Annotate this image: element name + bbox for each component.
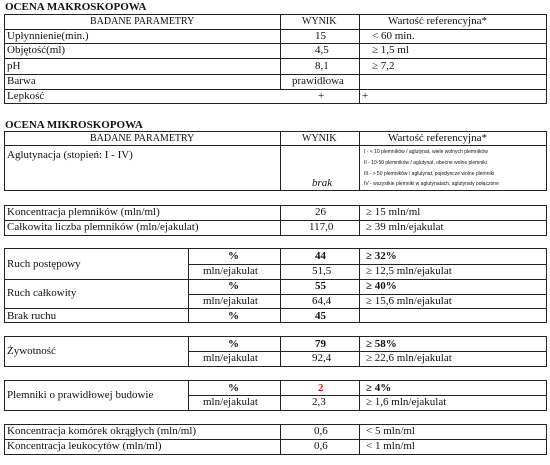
agglutination-ref-line: II - 10-50 plemników / aglutynat, obecne wolne plemniki — [364, 160, 487, 166]
macro-row-result: 15 — [315, 30, 326, 42]
total-motility-result-percent: 55 — [315, 280, 326, 292]
agglutination-param: Aglutynacja (stopień: I - IV) — [7, 149, 133, 161]
agglutination-ref-line: I - < 10 plemników / aglutynat, wiele wolnych plemników — [364, 149, 488, 155]
progressive-result-percent: 44 — [315, 250, 326, 262]
morphology-result-mln: 2,3 — [312, 396, 326, 408]
macro-table-border — [4, 14, 547, 104]
total-count-result: 117,0 — [309, 221, 334, 233]
micro-header-result: WYNIK — [302, 133, 337, 144]
progressive-unit-mln: mln/ejakulat — [203, 265, 258, 277]
macro-row-result: prawidłowa — [292, 75, 344, 87]
macro-header-result: WYNIK — [302, 16, 337, 27]
macro-row-result: + — [318, 90, 325, 102]
macro-row-param: Upłynnienie(min.) — [7, 30, 89, 42]
micro-title: OCENA MIKROSKOPOWA — [5, 119, 143, 131]
morphology-unit-percent: % — [228, 382, 239, 394]
agglutination-result: brak — [312, 177, 333, 189]
morphology-unit-mln: mln/ejakulat — [203, 396, 258, 408]
progressive-param: Ruch postępowy — [7, 258, 81, 270]
progressive-result-mln: 51,5 — [312, 265, 332, 277]
macro-title: OCENA MAKROSKOPOWA — [5, 1, 147, 13]
macro-row-param: pH — [7, 60, 21, 72]
immotile-unit-percent: % — [228, 310, 239, 322]
immotile-param: Brak ruchu — [7, 310, 57, 322]
round-cells-param: Koncentracja komórek okrągłych (mln/ml) — [7, 425, 197, 437]
concentration-param: Koncentracja plemników (mln/ml) — [7, 206, 160, 218]
leukocytes-result: 0,6 — [314, 440, 328, 452]
vitality-unit-mln: mln/ejakulat — [203, 352, 258, 364]
macro-row-param: Objętość(ml) — [7, 44, 66, 56]
vitality-result-mln: 92,4 — [312, 352, 332, 364]
total-motility-param: Ruch całkowity — [7, 287, 77, 299]
macro-row-result: 8,1 — [315, 60, 329, 72]
round-cells-result: 0,6 — [314, 425, 328, 437]
morphology-ref-mln: ≥ 1,6 mln/ejakulat — [366, 396, 447, 408]
total-motility-ref-mln: ≥ 15,6 mln/ejakulat — [366, 295, 452, 307]
micro-header-param: BADANE PARAMETRY — [90, 133, 195, 144]
total-motility-unit-percent: % — [228, 280, 239, 292]
progressive-unit-percent: % — [228, 250, 239, 262]
concentration-result: 26 — [315, 206, 326, 218]
morphology-param: Plemniki o prawidłowej budowie — [7, 389, 154, 401]
vitality-unit-percent: % — [228, 338, 239, 350]
macro-row-ref: < 60 min. — [372, 30, 415, 42]
macro-row-param: Barwa — [7, 75, 36, 87]
micro-header-ref: Wartość referencyjna* — [388, 132, 487, 144]
morphology-result-percent: 2 — [318, 382, 324, 394]
leukocytes-ref: < 1 mln/ml — [366, 440, 415, 452]
macro-row-ref: + — [362, 90, 369, 102]
vitality-ref-mln: ≥ 22,6 mln/ejakulat — [366, 352, 452, 364]
macro-row-result: 4,5 — [315, 44, 329, 56]
concentration-ref: ≥ 15 mln/ml — [366, 206, 421, 218]
agglutination-ref-line: IV - wszystkie plemniki w aglutynatach, aglutynaty połączone — [364, 181, 499, 187]
progressive-ref-mln: ≥ 12,5 mln/ejakulat — [366, 265, 452, 277]
round-cells-ref: < 5 mln/ml — [366, 425, 415, 437]
macro-row-ref: ≥ 7,2 — [372, 60, 395, 72]
vitality-param: Żywotność — [7, 345, 56, 357]
immotile-result-percent: 45 — [315, 310, 326, 322]
total-motility-unit-mln: mln/ejakulat — [203, 295, 258, 307]
morphology-ref-percent: ≥ 4% — [366, 382, 392, 394]
macro-row-param: Lepkość — [7, 90, 45, 102]
macro-header-ref: Wartość referencyjna* — [388, 15, 487, 27]
progressive-ref-percent: ≥ 32% — [366, 250, 397, 262]
total-count-param: Całkowita liczba plemników (mln/ejakulat) — [7, 221, 199, 233]
macro-row-ref: ≥ 1,5 ml — [372, 44, 409, 56]
total-motility-ref-percent: ≥ 40% — [366, 280, 397, 292]
total-motility-result-mln: 64,4 — [312, 295, 332, 307]
macro-header-param: BADANE PARAMETRY — [90, 16, 195, 27]
total-count-ref: ≥ 39 mln/ejakulat — [366, 221, 444, 233]
vitality-result-percent: 79 — [315, 338, 326, 350]
vitality-ref-percent: ≥ 58% — [366, 338, 397, 350]
leukocytes-param: Koncentracja leukocytów (mln/ml) — [7, 440, 162, 452]
agglutination-ref-line: III - > 50 plemników / aglutynat, pojedyncze wolne plemniki — [364, 171, 495, 177]
